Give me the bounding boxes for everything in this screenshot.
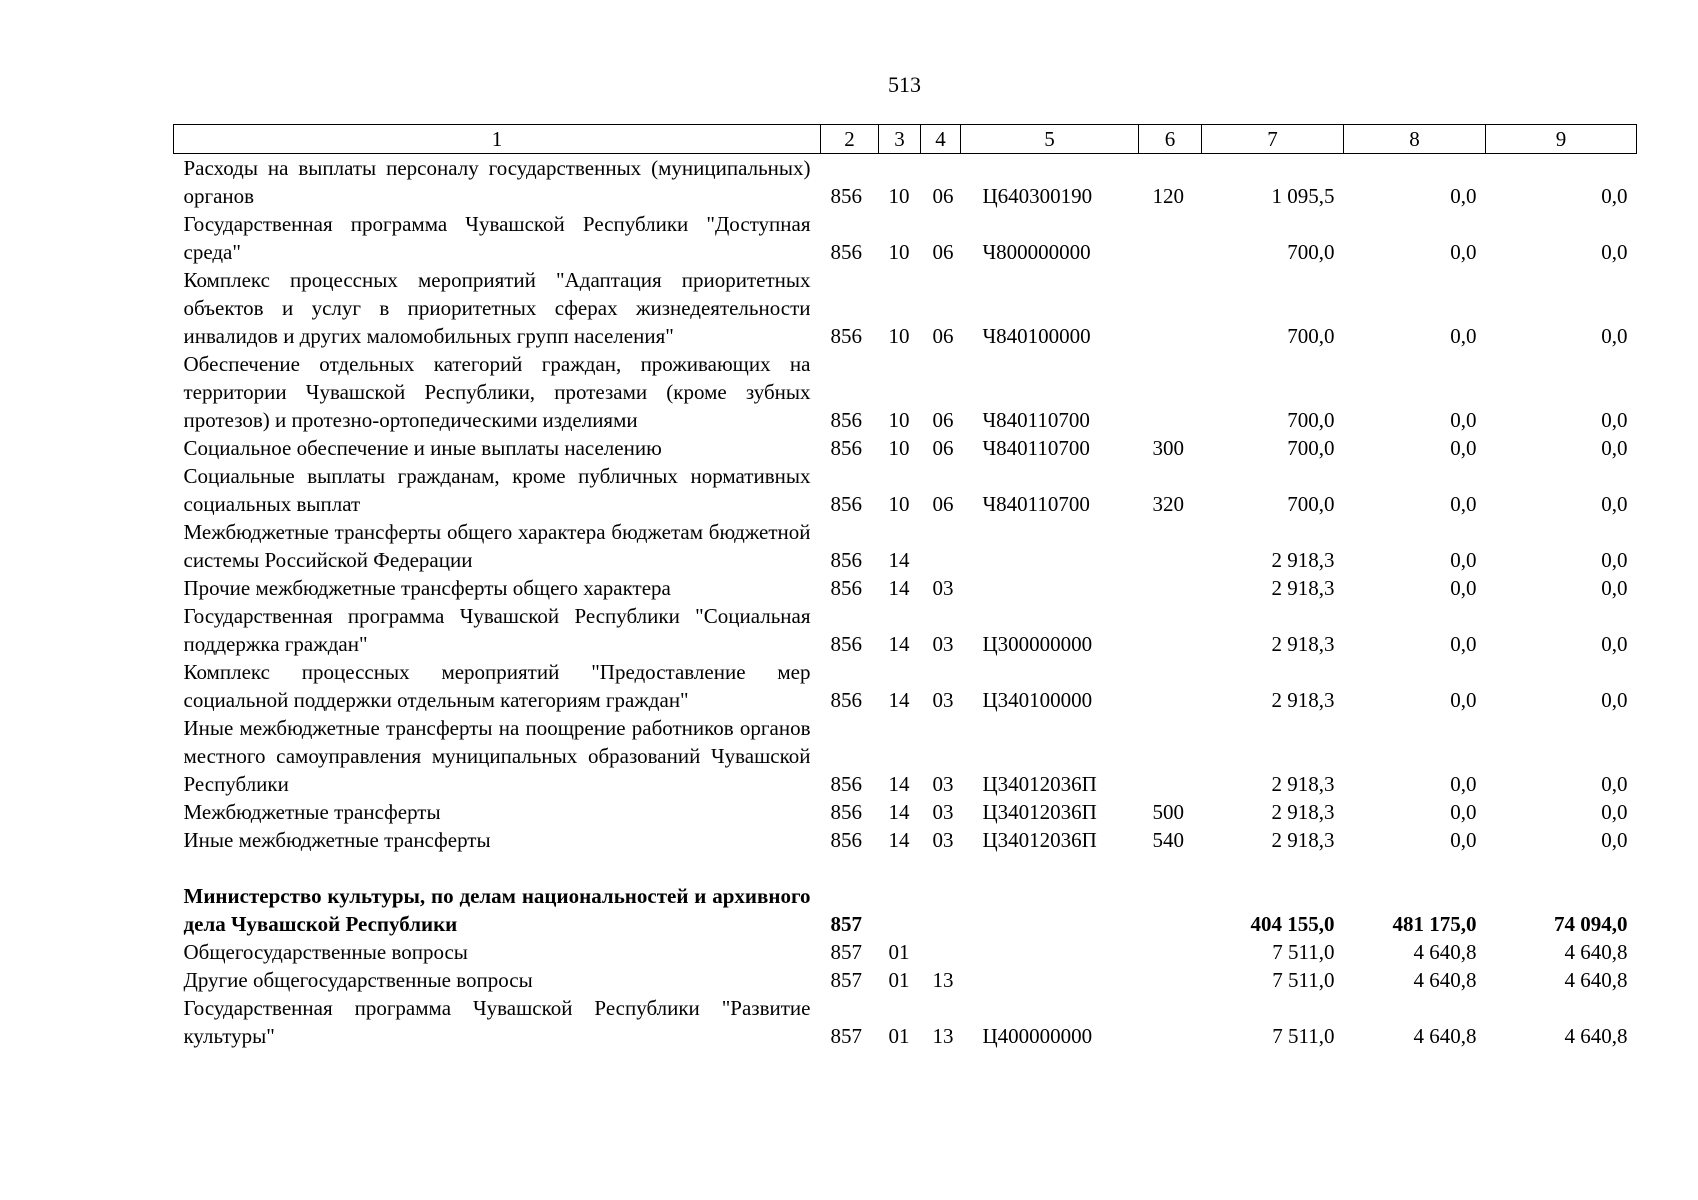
row-subsection: 03 [932,632,954,656]
row-name: Государственная программа Чувашской Республики "Доступная среда" [183,212,811,264]
row-amount-9: 0,0 [1601,436,1628,460]
row-name: Государственная программа Чувашской Республики "Развитие культуры" [183,996,811,1048]
row-section [879,882,921,938]
row-target: Ч840110700 [982,408,1090,432]
row-target: Ч840110700 [982,492,1090,516]
row-amount-8: 0,0 [1450,828,1477,852]
row-subsection: 03 [932,828,954,852]
row-subsection: 03 [932,688,954,712]
row-expense-type [1139,602,1202,658]
row-amount-8: 0,0 [1450,436,1477,460]
row-amount-8: 0,0 [1450,772,1477,796]
row-amount-8: 0,0 [1450,492,1477,516]
row-name: Межбюджетные трансферты [183,800,441,824]
column-number: 2 [821,125,879,154]
budget-table [173,124,1637,1050]
row-target: Ц300000000 [982,632,1093,656]
row-code: 856 [830,184,862,208]
row-amount-9: 74 094,0 [1554,912,1628,936]
row-amount-7: 2 918,3 [1271,632,1335,656]
table-row [174,154,1637,211]
row-code: 856 [830,688,862,712]
row-amount-7: 700,0 [1287,324,1335,348]
row-subsection [921,518,961,574]
row-code: 857 [830,1024,862,1048]
column-number: 4 [921,125,961,154]
row-expense-type [1139,266,1202,350]
column-number: 6 [1139,125,1202,154]
row-target [961,938,1139,966]
row-target: Ц34012036П [982,772,1097,796]
row-section: 14 [888,772,910,796]
row-section: 14 [888,548,910,572]
row-name: Иные межбюджетные трансферты [183,828,491,852]
row-expense-type [1139,574,1202,602]
row-amount-9: 4 640,8 [1564,940,1628,964]
row-section: 14 [888,688,910,712]
row-subsection: 06 [932,240,954,264]
row-amount-8: 0,0 [1450,240,1477,264]
table-row [174,994,1637,1050]
row-code: 856 [830,492,862,516]
row-amount-9: 0,0 [1601,408,1628,432]
row-expense-type [1139,938,1202,966]
row-amount-8: 481 175,0 [1392,912,1477,936]
table-row [174,966,1637,994]
row-target: Ч840110700 [982,436,1090,460]
row-name: Другие общегосударственные вопросы [183,968,533,992]
row-section: 10 [888,408,910,432]
row-subsection: 06 [932,324,954,348]
row-target [961,518,1139,574]
column-number: 8 [1344,125,1486,154]
row-target: Ц640300190 [982,184,1093,208]
table-row [174,658,1637,714]
column-number: 3 [879,125,921,154]
table-row [174,714,1637,798]
row-subsection: 03 [932,800,954,824]
row-subsection: 03 [932,576,954,600]
row-expense-type [1139,882,1202,938]
row-amount-9: 4 640,8 [1564,968,1628,992]
row-amount-9: 0,0 [1601,548,1628,572]
row-subsection: 06 [932,436,954,460]
row-name: Обеспечение отдельных категорий граждан, проживающих на территории Чувашской Республики, протезами (кроме зубных протезов) и протезно-ортопедическими изделиями [183,352,811,432]
row-code: 856 [830,828,862,852]
row-amount-9: 0,0 [1601,688,1628,712]
row-amount-8: 0,0 [1450,548,1477,572]
row-amount-7: 7 511,0 [1272,940,1335,964]
row-target: Ц340100000 [982,688,1093,712]
table-row [174,602,1637,658]
row-code: 856 [830,772,862,796]
row-name: Министерство культуры, по делам национальностей и архивного дела Чувашской Республики [183,884,811,936]
row-amount-8: 0,0 [1450,184,1477,208]
row-amount-8: 4 640,8 [1413,968,1477,992]
row-amount-7: 700,0 [1287,240,1335,264]
table-row [174,350,1637,434]
row-name: Прочие межбюджетные трансферты общего характера [183,576,671,600]
column-number: 5 [961,125,1139,154]
page-number: 513 [888,72,921,97]
row-amount-9: 0,0 [1601,184,1628,208]
row-amount-8: 4 640,8 [1413,940,1477,964]
row-section: 14 [888,632,910,656]
row-amount-7: 2 918,3 [1271,688,1335,712]
row-name: Расходы на выплаты персоналу государственных (муниципальных) органов [183,156,811,208]
column-number: 1 [174,125,821,154]
row-name: Межбюджетные трансферты общего характера бюджетам бюджетной системы Российской Федерации [183,520,811,572]
table-row [174,462,1637,518]
row-target: Ч840100000 [982,324,1091,348]
column-number: 7 [1202,125,1344,154]
row-amount-7: 2 918,3 [1271,548,1335,572]
row-code: 856 [830,576,862,600]
row-name: Комплекс процессных мероприятий "Адаптация приоритетных объектов и услуг в приоритетных сферах жизнедеятельности инвалидов и других маломобильных групп населения" [183,268,811,348]
row-subsection: 13 [932,968,954,992]
row-expense-type: 500 [1152,800,1184,824]
row-amount-7: 2 918,3 [1271,828,1335,852]
table-row [174,518,1637,574]
row-name: Комплекс процессных мероприятий "Предоставление мер социальной поддержки отдельным категориям граждан" [183,660,811,712]
row-section: 10 [888,324,910,348]
row-section: 14 [888,576,910,600]
row-target [961,882,1139,938]
row-amount-7: 1 095,5 [1271,184,1335,208]
row-name: Общегосударственные вопросы [183,940,468,964]
row-code: 856 [830,324,862,348]
row-code: 856 [830,800,862,824]
row-section: 10 [888,492,910,516]
row-expense-type [1139,518,1202,574]
row-subsection: 03 [932,772,954,796]
row-subsection [921,882,961,938]
row-section: 10 [888,436,910,460]
row-amount-8: 0,0 [1450,324,1477,348]
row-target: Ц400000000 [982,1024,1093,1048]
row-amount-7: 700,0 [1287,408,1335,432]
row-code: 856 [830,240,862,264]
column-number-row [174,125,1637,154]
row-name: Социальное обеспечение и иные выплаты населению [183,436,662,460]
row-amount-7: 2 918,3 [1271,800,1335,824]
row-amount-9: 0,0 [1601,800,1628,824]
row-target [961,966,1139,994]
table-row [174,798,1637,826]
table-row [174,266,1637,350]
row-code: 856 [830,436,862,460]
row-expense-type [1139,994,1202,1050]
table-row [174,210,1637,266]
row-amount-8: 0,0 [1450,632,1477,656]
row-amount-7: 7 511,0 [1272,968,1335,992]
row-section: 10 [888,240,910,264]
row-expense-type [1139,714,1202,798]
row-subsection: 06 [932,492,954,516]
table-row [174,938,1637,966]
row-target: Ц34012036П [982,828,1097,852]
row-code: 857 [830,912,862,936]
row-amount-8: 4 640,8 [1413,1024,1477,1048]
column-number: 9 [1486,125,1637,154]
row-amount-9: 0,0 [1601,576,1628,600]
row-name: Иные межбюджетные трансферты на поощрение работников органов местного самоуправления муниципальных образований Чувашской Республики [183,716,811,796]
table-row [174,574,1637,602]
table-row [174,434,1637,462]
row-amount-9: 0,0 [1601,240,1628,264]
spacer-cell [174,854,1637,882]
row-name: Социальные выплаты гражданам, кроме публичных нормативных социальных выплат [183,464,811,516]
row-amount-7: 700,0 [1287,436,1335,460]
table-row-total [174,882,1637,938]
row-amount-8: 0,0 [1450,576,1477,600]
row-target [961,574,1139,602]
row-expense-type [1139,966,1202,994]
row-amount-8: 0,0 [1450,408,1477,432]
row-subsection: 06 [932,184,954,208]
row-code: 856 [830,408,862,432]
row-subsection: 06 [932,408,954,432]
row-section: 01 [888,968,910,992]
row-expense-type [1139,658,1202,714]
row-expense-type [1139,210,1202,266]
row-expense-type: 320 [1152,492,1184,516]
row-expense-type [1139,350,1202,434]
row-amount-9: 0,0 [1601,828,1628,852]
row-amount-7: 2 918,3 [1271,576,1335,600]
row-amount-7: 2 918,3 [1271,772,1335,796]
row-subsection [921,938,961,966]
row-subsection: 13 [932,1024,954,1048]
row-code: 857 [830,940,862,964]
row-amount-8: 0,0 [1450,800,1477,824]
row-code: 856 [830,548,862,572]
row-target: Ч800000000 [982,240,1091,264]
row-amount-9: 0,0 [1601,772,1628,796]
row-code: 857 [830,968,862,992]
row-expense-type: 540 [1152,828,1184,852]
row-spacer [174,854,1637,882]
row-section: 01 [888,940,910,964]
row-name: Государственная программа Чувашской Республики "Социальная поддержка граждан" [183,604,811,656]
row-section: 14 [888,800,910,824]
row-amount-7: 7 511,0 [1272,1024,1335,1048]
row-amount-9: 4 640,8 [1564,1024,1628,1048]
row-expense-type: 300 [1152,436,1184,460]
row-amount-9: 0,0 [1601,492,1628,516]
row-section: 01 [888,1024,910,1048]
row-expense-type: 120 [1152,184,1184,208]
row-amount-7: 700,0 [1287,492,1335,516]
table-row [174,826,1637,854]
row-amount-9: 0,0 [1601,324,1628,348]
row-target: Ц34012036П [982,800,1097,824]
row-amount-9: 0,0 [1601,632,1628,656]
row-amount-7: 404 155,0 [1250,912,1335,936]
row-code: 856 [830,632,862,656]
row-section: 14 [888,828,910,852]
row-section: 10 [888,184,910,208]
row-amount-8: 0,0 [1450,688,1477,712]
